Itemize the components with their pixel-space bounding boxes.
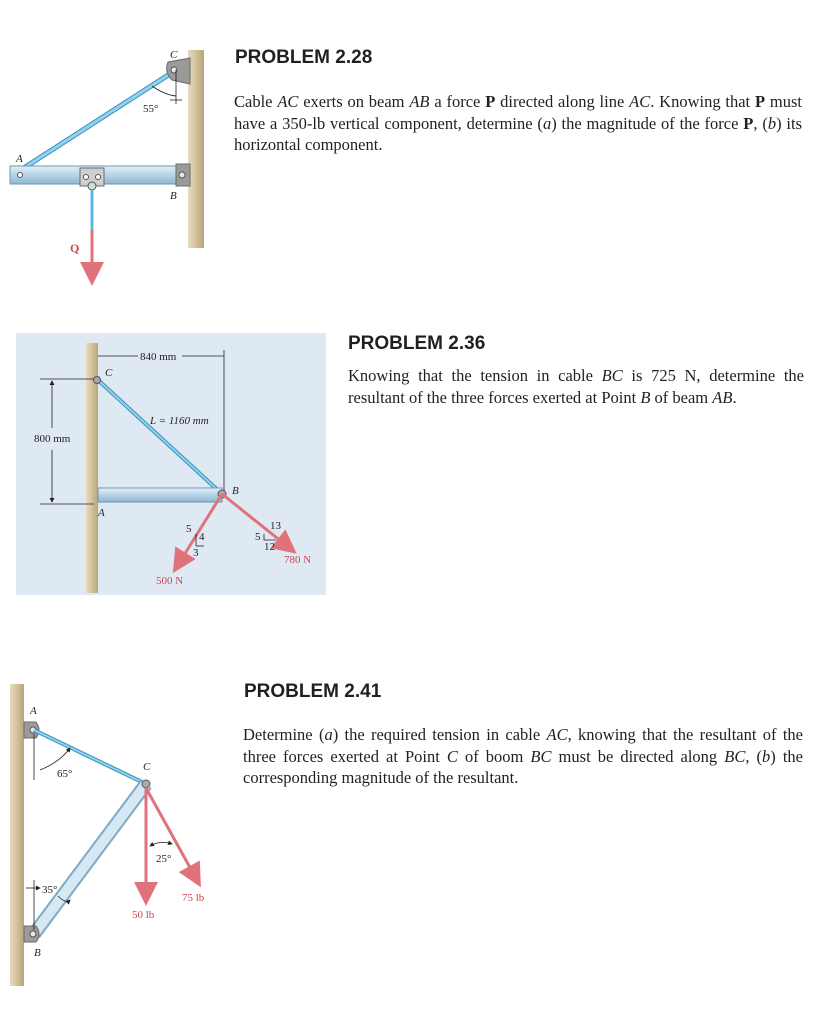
problem-2-28-title: PROBLEM 2.28 [235,47,373,68]
slope2-vert: 5 [255,531,261,543]
wall [10,684,24,986]
problem-2-41-statement: Determine (a) the required tension in cable AC, knowing that the resultant of the three forces exerted at Point C of boom BC must be directed along BC, (b) the corresponding magnitude of the resultant. [243,725,803,787]
slope2-hyp: 13 [270,520,281,532]
label-c: C [170,49,178,61]
cable-length: L = 1160 mm [150,415,209,427]
force-q-label: Q [70,241,80,255]
label-b: B [34,947,41,959]
dim-vertical: 800 mm [34,433,71,445]
problem-2-28-statement: Cable AC exerts on beam AB a force P directed along line AC. Knowing that P must have a 350-lb vertical component, determine (a) the magnitude of the force P, (b) its horizontal component. [234,92,803,154]
angle-label: 55° [143,103,159,115]
slope1-hyp: 5 [186,523,192,535]
slope1-vert: 4 [199,531,205,543]
label-c: C [143,761,151,773]
label-b: B [232,485,239,497]
angle-force: 25° [156,853,172,865]
force-75-arrow [146,788,198,882]
angle-cable: 65° [57,768,73,780]
label-a: A [30,705,37,717]
slope1-horiz: 3 [193,547,199,559]
label-a: A [16,153,23,165]
force-75-label: 75 lb [182,892,205,904]
problem-2-36-title: PROBLEM 2.36 [348,333,486,354]
dim-horizontal: 840 mm [140,351,177,363]
label-a: A [98,507,105,519]
force-50-label: 50 lb [132,909,155,921]
label-b: B [170,190,177,202]
force-780-label: 780 N [284,554,312,566]
problem-2-36-statement: Knowing that the tension in cable BC is 725 N, determine the resultant of the three forces exerted at Point B of beam AB. [348,366,805,407]
slope2-horiz: 12 [264,541,275,553]
problem-2-41-title: PROBLEM 2.41 [244,681,382,702]
force-500-label: 500 N [156,575,184,587]
angle-boom: 35° [42,884,58,896]
label-c: C [105,367,113,379]
